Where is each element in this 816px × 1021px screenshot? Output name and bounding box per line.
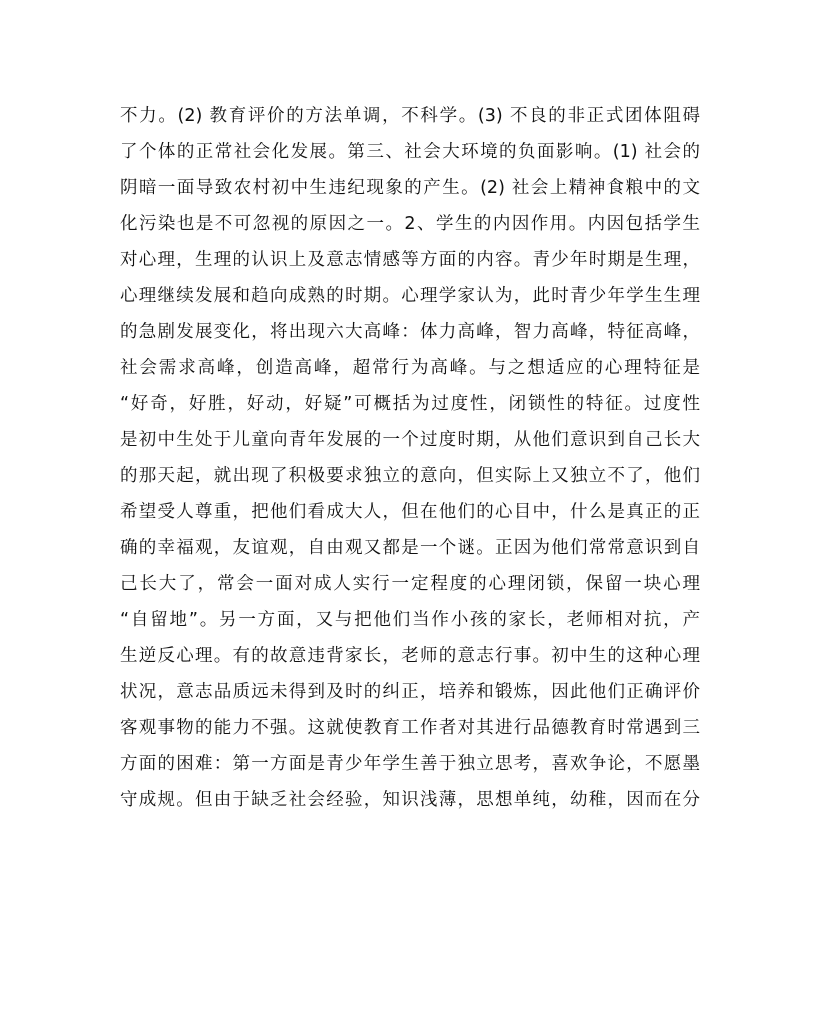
text-line: 守成规。但由于缺乏社会经验，知识浅薄，思想单纯，幼稚，因而在分 xyxy=(120,790,700,810)
text-line: 生逆反心理。有的故意违背家长，老师的意志行事。初中生的这种心理 xyxy=(120,646,700,666)
text-line: 阴暗一面导致农村初中生违纪现象的产生。(2) 社会上精神食粮中的文 xyxy=(120,178,700,198)
text-line: 的急剧发展变化，将出现六大高峰：体力高峰，智力高峰，特征高峰， xyxy=(120,322,700,342)
text-line: 状况，意志品质远未得到及时的纠正，培养和锻炼，因此他们正确评价 xyxy=(120,682,700,702)
text-line: 社会需求高峰，创造高峰，超常行为高峰。与之想适应的心理特征是 xyxy=(120,358,700,378)
text-line: 的那天起，就出现了积极要求独立的意向，但实际上又独立不了，他们 xyxy=(120,466,700,486)
text-line: 希望受人尊重，把他们看成大人，但在他们的心目中，什么是真正的正 xyxy=(120,502,700,522)
text-line: “好奇，好胜，好动，好疑”可概括为过度性，闭锁性的特征。过度性 xyxy=(120,394,700,414)
body-text xyxy=(120,98,700,818)
text-line: 化污染也是不可忽视的原因之一。2、学生的内因作用。内因包括学生 xyxy=(120,214,700,234)
text-line: 确的幸福观，友谊观，自由观又都是一个谜。正因为他们常常意识到自 xyxy=(120,538,700,558)
text-line: 心理继续发展和趋向成熟的时期。心理学家认为，此时青少年学生生理 xyxy=(120,286,700,306)
text-line: 客观事物的能力不强。这就使教育工作者对其进行品德教育时常遇到三 xyxy=(120,718,700,738)
text-line: 己长大了，常会一面对成人实行一定程度的心理闭锁，保留一块心理 xyxy=(120,574,700,594)
text-line: “自留地”。另一方面，又与把他们当作小孩的家长，老师相对抗，产 xyxy=(120,610,700,630)
text-line: 是初中生处于儿童向青年发展的一个过度时期，从他们意识到自己长大 xyxy=(120,430,700,450)
text-line: 了个体的正常社会化发展。第三、社会大环境的负面影响。(1) 社会的 xyxy=(120,142,700,162)
text-line: 对心理，生理的认识上及意志情感等方面的内容。青少年时期是生理， xyxy=(120,250,700,270)
text-line: 方面的困难：第一方面是青少年学生善于独立思考，喜欢争论，不愿墨 xyxy=(120,754,700,774)
text-line: 不力。(2) 教育评价的方法单调，不科学。(3) 不良的非正式团体阻碍 xyxy=(120,106,700,126)
